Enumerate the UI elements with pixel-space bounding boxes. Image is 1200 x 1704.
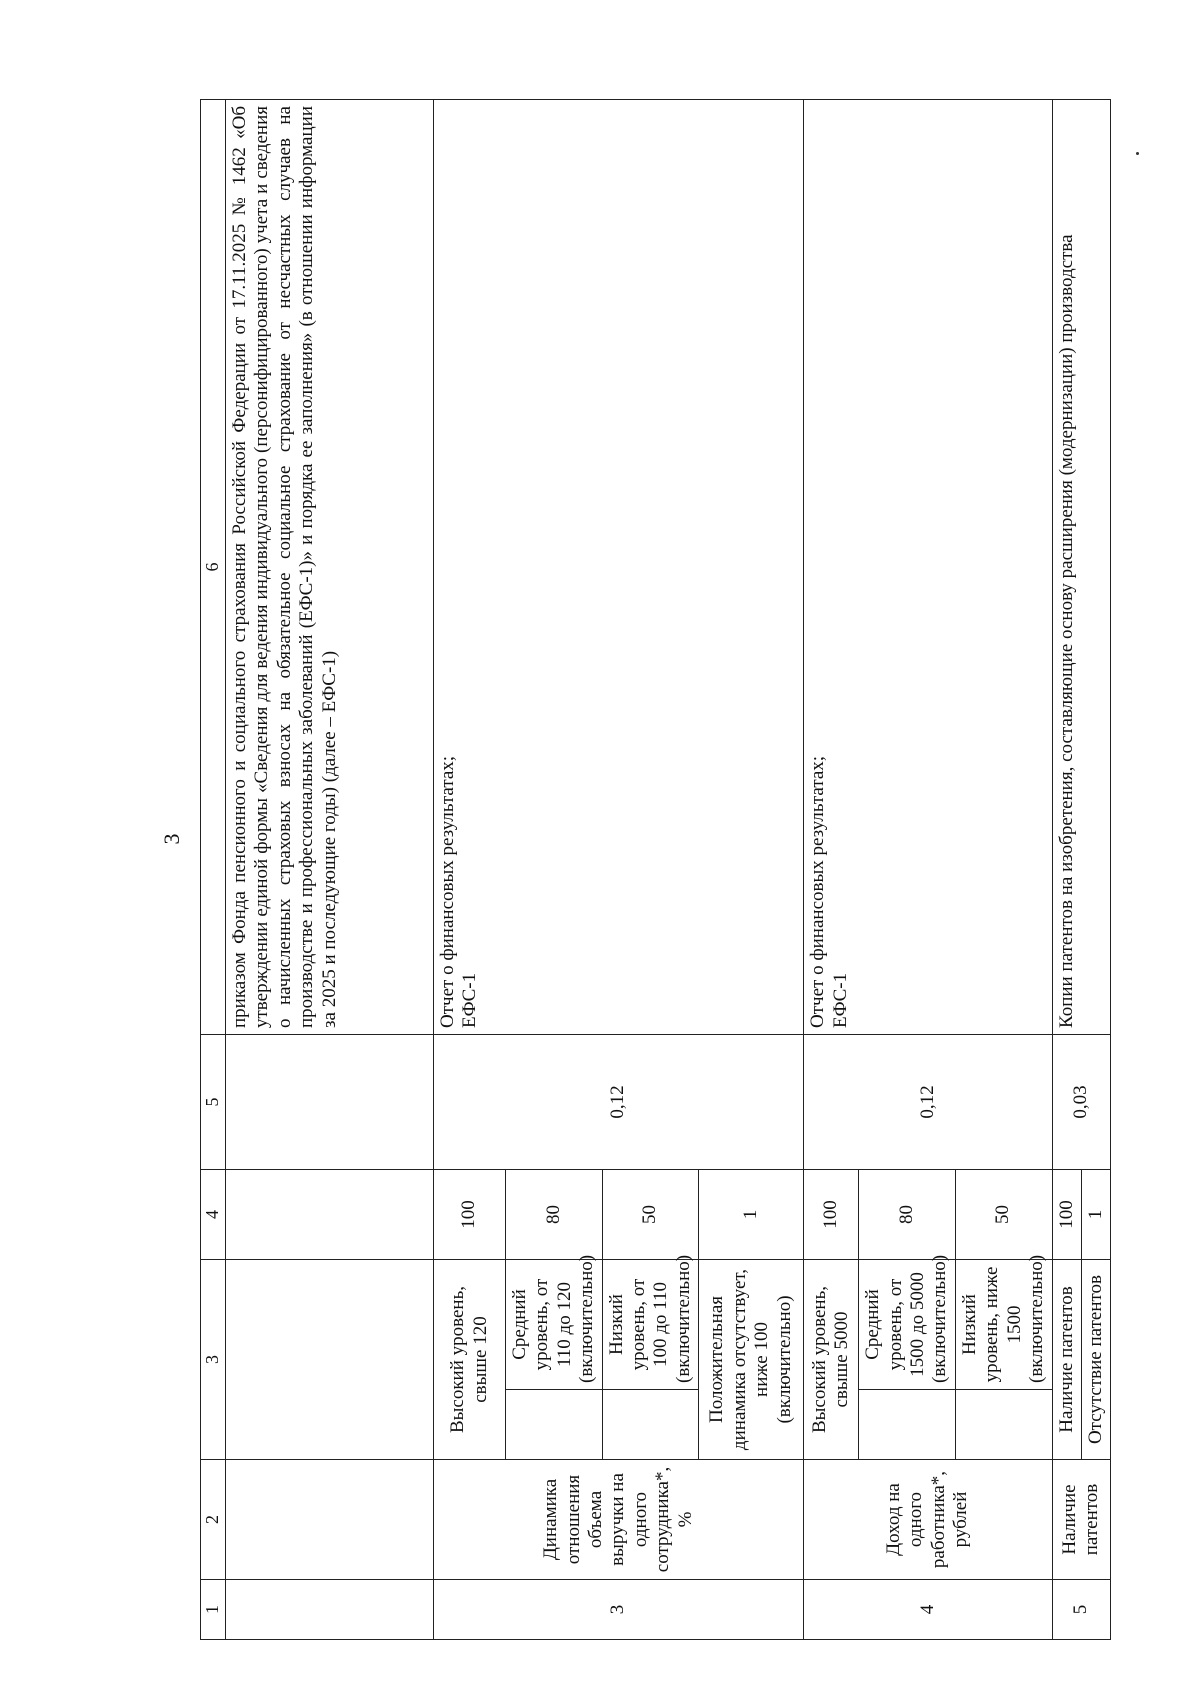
criterion-documents: Отчет о финансовых результатах; ЕФС-1 [804, 100, 1052, 1035]
header-col-3: 3 [201, 1260, 226, 1460]
header-col-4: 4 [201, 1170, 226, 1260]
row-number: 3 [434, 1580, 804, 1640]
criterion-weight: 0,12 [804, 1035, 1052, 1170]
row-number: 5 [1052, 1580, 1111, 1640]
level-score: 50 [955, 1170, 1052, 1260]
level-score: 100 [434, 1170, 506, 1260]
continuation-text: приказом Фонда пенсионного и социального страхования Российской Федерации от 17.11.2025 № 1462 «Об утверждении единой формы «Сведения для ведения индивидуального (персонифицированного) учета и сведения о начисленных страховых взносах на обязательное социальное страхование от несчастных случаев на производстве и профессиональных заболеваний (ЕФС-1)» и порядка ее заполнения» (в отношении информации за 2025 и последующие годы) (далее – ЕФС-1) [226, 100, 434, 1035]
level-label: Отсутствие патентов [1081, 1260, 1110, 1460]
header-row [201, 100, 226, 1640]
criteria-table [200, 99, 1111, 1640]
continuation-row [226, 100, 434, 1640]
rotated-table-wrapper [200, 100, 1106, 1640]
level-label: Низкий уровень, ниже 1500 (включительно) [955, 1260, 1052, 1390]
level-label: Наличие патентов [1052, 1260, 1081, 1460]
criterion-documents: Копии патентов на изобретения, составляющие основу расширения (модернизации) производства [1052, 100, 1111, 1035]
scan-speck [1136, 152, 1139, 155]
page-number: 3 [159, 833, 184, 845]
level-score: 100 [1052, 1170, 1081, 1260]
criterion-weight: 0,12 [434, 1035, 804, 1170]
criterion-name: Доход на одного работника*, рублей [804, 1460, 1052, 1580]
level-score: 1 [1081, 1170, 1110, 1260]
row-number: 4 [804, 1580, 1052, 1640]
level-score: 50 [602, 1170, 699, 1260]
criterion-weight: 0,03 [1052, 1035, 1111, 1170]
level-label: Низкий уровень, от 100 до 110 (включительно) [602, 1260, 699, 1390]
header-col-2: 2 [201, 1460, 226, 1580]
criterion-name: Динамика отношения объема выручки на одного сотрудника*, % [434, 1460, 804, 1580]
criterion-documents: Отчет о финансовых результатах; ЕФС-1 [434, 100, 804, 1035]
level-score: 80 [506, 1170, 603, 1260]
header-col-6: 6 [201, 100, 226, 1035]
header-col-5: 5 [201, 1035, 226, 1170]
level-label: Положительная динамика отсутствует, ниже 100 (включительно) [699, 1260, 804, 1460]
level-score: 1 [699, 1170, 804, 1260]
level-label: Средний уровень, от 110 до 120 (включительно) [506, 1260, 603, 1390]
table-row [1052, 100, 1081, 1640]
level-score: 100 [804, 1170, 859, 1260]
level-label: Высокий уровень, свыше 120 [434, 1260, 506, 1460]
criterion-name: Наличие патентов [1052, 1460, 1111, 1580]
table-row [434, 100, 506, 1640]
table-row [804, 100, 859, 1640]
level-label: Высокий уровень, свыше 5000 [804, 1260, 859, 1460]
header-col-1: 1 [201, 1580, 226, 1640]
level-score: 80 [859, 1170, 956, 1260]
level-label: Средний уровень, от 1500 до 5000 (включительно) [859, 1260, 956, 1390]
